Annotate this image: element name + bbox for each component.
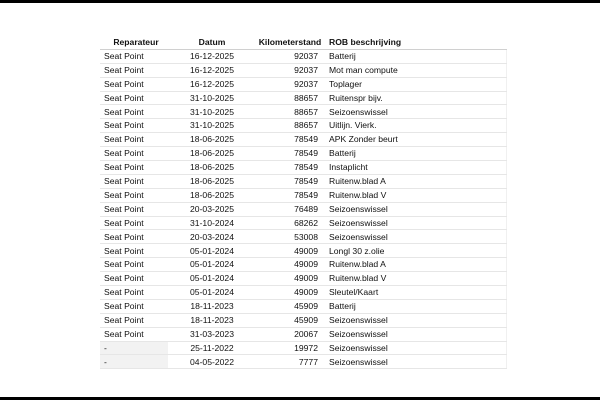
cell-rob-beschrijving: Seizoenswissel (324, 216, 506, 230)
cell-reparateur: Seat Point (100, 49, 168, 63)
cell-datum: 18-06-2025 (168, 188, 256, 202)
cell-rob-beschrijving: Sleutel/Kaart (324, 286, 506, 300)
table-row (100, 63, 506, 77)
cell-kilometerstand: 49009 (256, 286, 324, 300)
cell-kilometerstand: 49009 (256, 244, 324, 258)
table-row (100, 49, 506, 63)
cell-datum: 20-03-2024 (168, 230, 256, 244)
cell-kilometerstand: 92037 (256, 63, 324, 77)
cell-reparateur: Seat Point (100, 174, 168, 188)
cell-rob-beschrijving: Seizoenswissel (324, 355, 506, 369)
cell-kilometerstand: 45909 (256, 313, 324, 327)
cell-kilometerstand: 19972 (256, 341, 324, 355)
cell-reparateur: Seat Point (100, 147, 168, 161)
cell-reparateur: Seat Point (100, 327, 168, 341)
cell-rob-beschrijving: Mot man compute (324, 63, 506, 77)
cell-reparateur: Seat Point (100, 230, 168, 244)
table-row (100, 174, 506, 188)
table-row (100, 216, 506, 230)
table-row (100, 147, 506, 161)
cell-datum: 16-12-2025 (168, 77, 256, 91)
table-row (100, 244, 506, 258)
cell-datum: 16-12-2025 (168, 63, 256, 77)
table-body (100, 49, 506, 368)
cell-reparateur: Seat Point (100, 313, 168, 327)
cell-datum: 04-05-2022 (168, 355, 256, 369)
cell-reparateur: - (100, 341, 168, 355)
table-row (100, 77, 506, 91)
cell-kilometerstand: 78549 (256, 147, 324, 161)
cell-rob-beschrijving: Ruitenw.blad V (324, 188, 506, 202)
cell-reparateur: Seat Point (100, 105, 168, 119)
cell-reparateur: Seat Point (100, 286, 168, 300)
cell-rob-beschrijving: Seizoenswissel (324, 105, 506, 119)
cell-rob-beschrijving: Instaplicht (324, 161, 506, 175)
cell-datum: 31-10-2025 (168, 119, 256, 133)
table-row (100, 119, 506, 133)
cell-rob-beschrijving: Uitlijn. Vierk. (324, 119, 506, 133)
cell-kilometerstand: 88657 (256, 105, 324, 119)
cell-kilometerstand: 78549 (256, 174, 324, 188)
table-row (100, 202, 506, 216)
cell-datum: 20-03-2025 (168, 202, 256, 216)
cell-datum: 31-10-2025 (168, 105, 256, 119)
cell-rob-beschrijving: Batterij (324, 299, 506, 313)
cell-kilometerstand: 49009 (256, 258, 324, 272)
cell-datum: 05-01-2024 (168, 258, 256, 272)
table-row (100, 105, 506, 119)
cell-kilometerstand: 88657 (256, 119, 324, 133)
table-row (100, 355, 506, 369)
cell-rob-beschrijving: Ruitenw.blad A (324, 174, 506, 188)
table-row (100, 286, 506, 300)
cell-reparateur: Seat Point (100, 63, 168, 77)
cell-rob-beschrijving: Longl 30 z.olie (324, 244, 506, 258)
cell-reparateur: Seat Point (100, 216, 168, 230)
header-row (100, 36, 506, 49)
cell-reparateur: - (100, 355, 168, 369)
cell-reparateur: Seat Point (100, 202, 168, 216)
table-row (100, 313, 506, 327)
cell-kilometerstand: 78549 (256, 188, 324, 202)
repair-history-table (100, 36, 507, 369)
table-row (100, 161, 506, 175)
cell-kilometerstand: 92037 (256, 49, 324, 63)
cell-rob-beschrijving: Seizoenswissel (324, 313, 506, 327)
cell-reparateur: Seat Point (100, 77, 168, 91)
cell-rob-beschrijving: APK Zonder beurt (324, 133, 506, 147)
cell-kilometerstand: 78549 (256, 161, 324, 175)
cell-reparateur: Seat Point (100, 299, 168, 313)
cell-kilometerstand: 49009 (256, 272, 324, 286)
cell-kilometerstand: 7777 (256, 355, 324, 369)
cell-rob-beschrijving: Ruitenw.blad V (324, 272, 506, 286)
table-row (100, 299, 506, 313)
cell-reparateur: Seat Point (100, 272, 168, 286)
repair-history-sheet (100, 36, 506, 369)
cell-datum: 18-06-2025 (168, 133, 256, 147)
cell-reparateur: Seat Point (100, 188, 168, 202)
cell-datum: 25-11-2022 (168, 341, 256, 355)
cell-kilometerstand: 53008 (256, 230, 324, 244)
cell-kilometerstand: 20067 (256, 327, 324, 341)
top-border (0, 0, 600, 3)
cell-datum: 16-12-2025 (168, 49, 256, 63)
cell-kilometerstand: 88657 (256, 91, 324, 105)
cell-kilometerstand: 76489 (256, 202, 324, 216)
cell-datum: 31-10-2024 (168, 216, 256, 230)
table-row (100, 258, 506, 272)
cell-datum: 05-01-2024 (168, 272, 256, 286)
cell-rob-beschrijving: Seizoenswissel (324, 230, 506, 244)
table-row (100, 188, 506, 202)
cell-reparateur: Seat Point (100, 119, 168, 133)
cell-datum: 05-01-2024 (168, 244, 256, 258)
cell-datum: 18-11-2023 (168, 313, 256, 327)
cell-rob-beschrijving: Ruitenspr bijv. (324, 91, 506, 105)
cell-rob-beschrijving: Seizoenswissel (324, 341, 506, 355)
cell-datum: 18-06-2025 (168, 161, 256, 175)
table-row (100, 341, 506, 355)
cell-rob-beschrijving: Batterij (324, 147, 506, 161)
column-header-kilometerstand: Kilometerstand (256, 36, 324, 49)
cell-kilometerstand: 78549 (256, 133, 324, 147)
cell-datum: 05-01-2024 (168, 286, 256, 300)
cell-kilometerstand: 92037 (256, 77, 324, 91)
column-header-rob-beschrijving: ROB beschrijving (324, 36, 506, 49)
cell-datum: 31-03-2023 (168, 327, 256, 341)
cell-rob-beschrijving: Seizoenswissel (324, 327, 506, 341)
table-row (100, 91, 506, 105)
cell-kilometerstand: 68262 (256, 216, 324, 230)
cell-datum: 18-06-2025 (168, 147, 256, 161)
cell-reparateur: Seat Point (100, 258, 168, 272)
cell-rob-beschrijving: Toplager (324, 77, 506, 91)
column-header-reparateur: Reparateur (100, 36, 168, 49)
table-row (100, 133, 506, 147)
cell-rob-beschrijving: Batterij (324, 49, 506, 63)
cell-datum: 18-11-2023 (168, 299, 256, 313)
cell-reparateur: Seat Point (100, 161, 168, 175)
cell-datum: 31-10-2025 (168, 91, 256, 105)
cell-rob-beschrijving: Seizoenswissel (324, 202, 506, 216)
cell-kilometerstand: 45909 (256, 299, 324, 313)
table-row (100, 272, 506, 286)
cell-datum: 18-06-2025 (168, 174, 256, 188)
column-header-datum: Datum (168, 36, 256, 49)
cell-reparateur: Seat Point (100, 244, 168, 258)
table-row (100, 230, 506, 244)
cell-reparateur: Seat Point (100, 133, 168, 147)
cell-rob-beschrijving: Ruitenw.blad A (324, 258, 506, 272)
table-row (100, 327, 506, 341)
cell-reparateur: Seat Point (100, 91, 168, 105)
